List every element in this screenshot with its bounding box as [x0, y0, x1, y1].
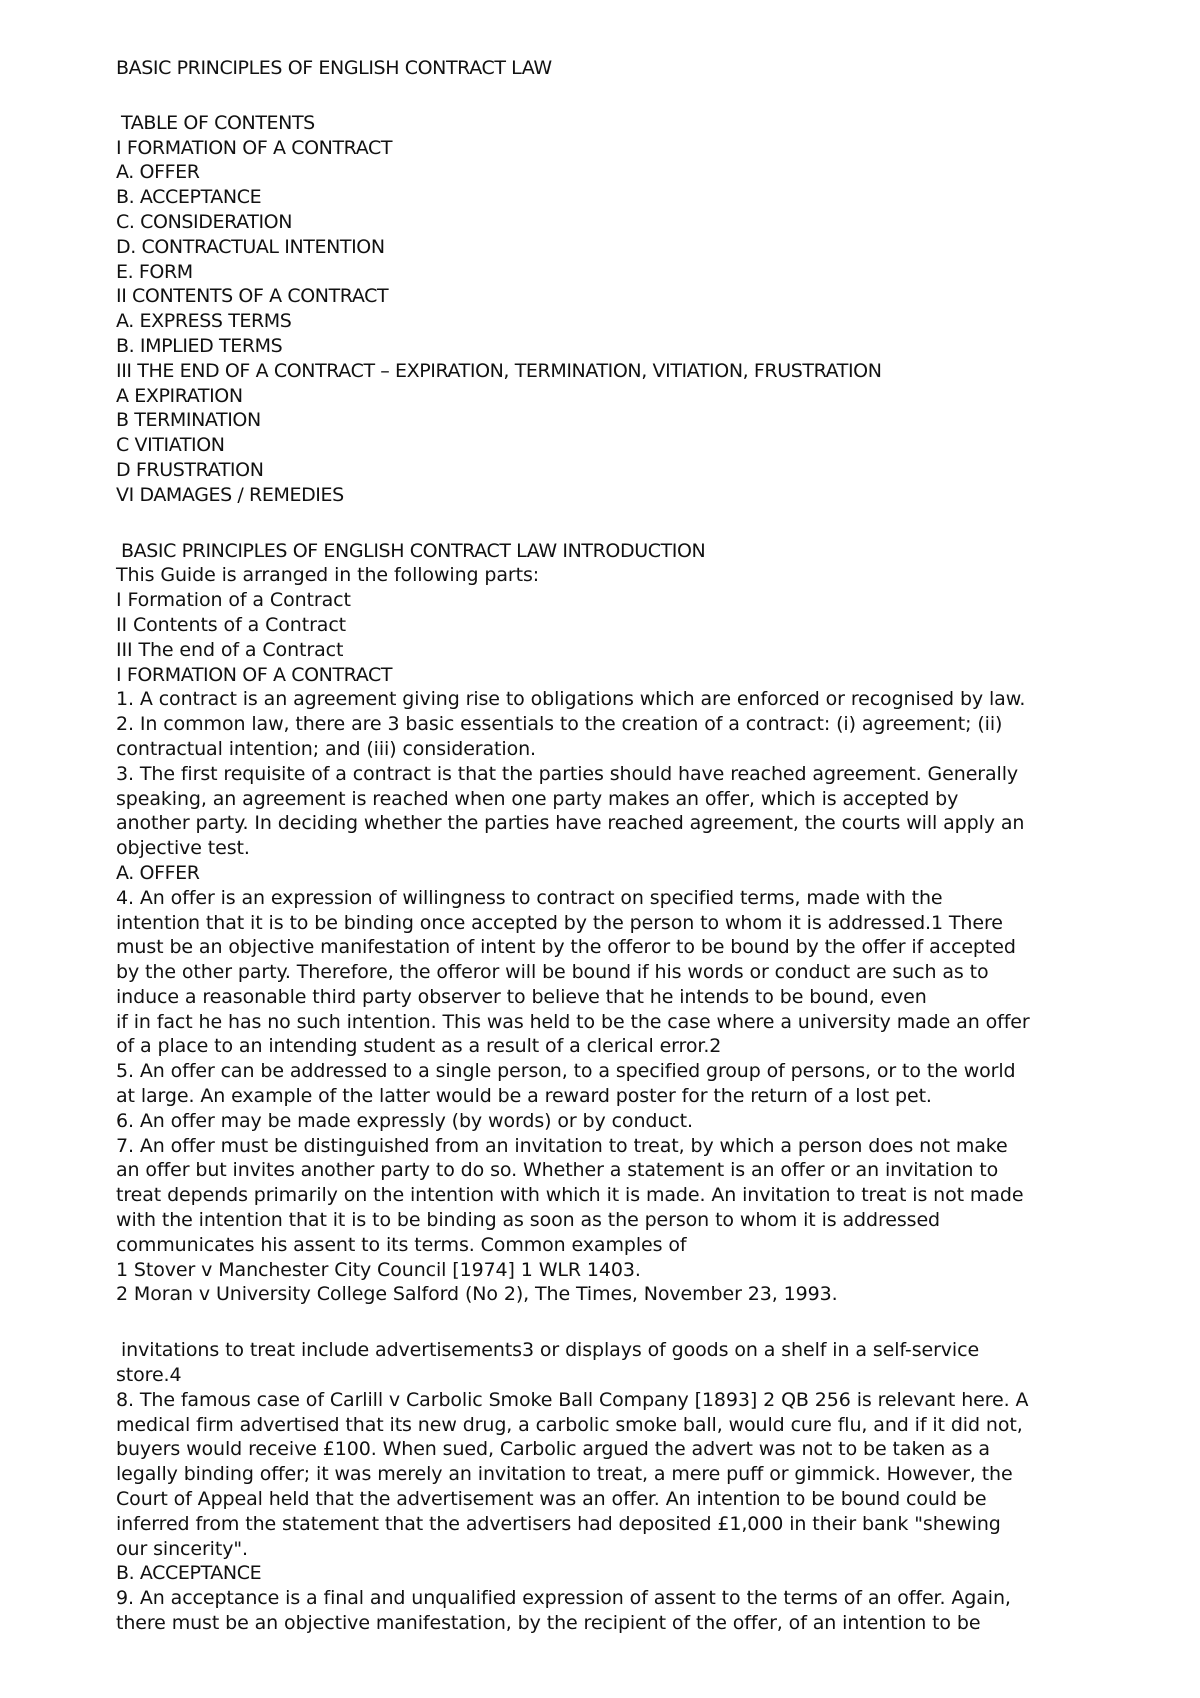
toc-item: C VITIATION — [116, 434, 225, 457]
spacer — [116, 81, 1176, 111]
toc-list — [116, 136, 1176, 508]
toc-item: B TERMINATION — [116, 409, 261, 432]
body-line: Court of Appeal held that the advertisement was an offer. An intention to be bound could be — [116, 1488, 987, 1511]
body-line: 1. A contract is an agreement giving rise to obligations which are enforced or recognised by law. — [116, 688, 1026, 711]
toc-heading: TABLE OF CONTENTS — [121, 111, 315, 134]
body-line: at large. An example of the latter would be a reward poster for the return of a lost pet. — [116, 1085, 932, 1108]
body-line: 4. An offer is an expression of willingness to contract on specified terms, made with the — [116, 886, 943, 909]
toc-item: C. CONSIDERATION — [116, 210, 293, 233]
body-line: of a place to an intending student as a result of a clerical error.2 — [116, 1035, 722, 1058]
body-line: contractual intention; and (iii) consideration. — [116, 737, 536, 760]
body-line: legally binding offer; it was merely an invitation to treat, a mere puff or gimmick. However, the — [116, 1463, 1013, 1486]
body-line: if in fact he has no such intention. This was held to be the case where a university made an offer — [116, 1010, 1030, 1033]
intro-body — [116, 563, 1176, 1307]
body-line: B. ACCEPTANCE — [116, 1562, 262, 1585]
body-line: intention that it is to be binding once accepted by the person to whom it is addressed.1 There — [116, 911, 1003, 934]
toc-item: D. CONTRACTUAL INTENTION — [116, 235, 385, 258]
spacer — [116, 508, 1176, 539]
document-title: BASIC PRINCIPLES OF ENGLISH CONTRACT LAW — [116, 57, 552, 79]
body-line: II Contents of a Contract — [116, 613, 347, 636]
body-line: 3. The first requisite of a contract is that the parties should have reached agreement. Generally — [116, 762, 1019, 785]
toc-item: A. EXPRESS TERMS — [116, 310, 292, 333]
toc-item: II CONTENTS OF A CONTRACT — [116, 285, 389, 308]
toc-item: A EXPIRATION — [116, 384, 243, 407]
body-line: invitations to treat include advertisements3 or displays of goods on a shelf in a self-service — [121, 1339, 980, 1362]
body-line: inferred from the statement that the advertisers had deposited £1,000 in their bank "shewing — [116, 1512, 1001, 1535]
body-line: 2. In common law, there are 3 basic essentials to the creation of a contract: (i) agreement; (ii) — [116, 713, 1003, 736]
body-line: speaking, an agreement is reached when one party makes an offer, which is accepted by — [116, 787, 959, 810]
toc-item: VI DAMAGES / REMEDIES — [116, 483, 344, 506]
body-line: must be an objective manifestation of intent by the offeror to be bound by the offer if accepted — [116, 936, 1016, 959]
body-line: 2 Moran v University College Salford (No 2), The Times, November 23, 1993. — [116, 1283, 838, 1306]
body-line: objective test. — [116, 837, 250, 860]
body-line: 1 Stover v Manchester City Council [1974] 1 WLR 1403. — [116, 1258, 641, 1281]
body-line: I Formation of a Contract — [116, 589, 351, 612]
body-line: 9. An acceptance is a final and unqualified expression of assent to the terms of an offer. Again, — [116, 1587, 1011, 1610]
toc-item: B. IMPLIED TERMS — [116, 334, 283, 357]
body-line: buyers would receive £100. When sued, Carbolic argued the advert was not to be taken as a — [116, 1438, 990, 1461]
toc-item: I FORMATION OF A CONTRACT — [116, 136, 393, 159]
continued-body — [116, 1338, 1176, 1636]
body-line: store.4 — [116, 1364, 182, 1387]
spacer — [116, 1307, 1176, 1338]
body-line: 7. An offer must be distinguished from an invitation to treat, by which a person does not make — [116, 1134, 1008, 1157]
body-line: This Guide is arranged in the following parts: — [116, 564, 540, 587]
toc-item: III THE END OF A CONTRACT – EXPIRATION, TERMINATION, VITIATION, FRUSTRATION — [116, 359, 882, 382]
body-line: 8. The famous case of Carlill v Carbolic Smoke Ball Company [1893] 2 QB 256 is relevant here. A — [116, 1388, 1029, 1411]
body-line: another party. In deciding whether the parties have reached agreement, the courts will apply an — [116, 812, 1025, 835]
document-page — [116, 56, 1176, 1636]
body-line: A. OFFER — [116, 861, 200, 884]
body-line: I FORMATION OF A CONTRACT — [116, 663, 393, 686]
body-line: there must be an objective manifestation, by the recipient of the offer, of an intention to be — [116, 1612, 981, 1635]
body-line: 5. An offer can be addressed to a single person, to a specified group of persons, or to the world — [116, 1060, 1016, 1083]
intro-heading: BASIC PRINCIPLES OF ENGLISH CONTRACT LAW INTRODUCTION — [121, 539, 706, 562]
body-line: medical firm advertised that its new drug, a carbolic smoke ball, would cure flu, and if it did not, — [116, 1413, 1023, 1436]
body-line: with the intention that it is to be binding as soon as the person to whom it is addressed — [116, 1209, 941, 1232]
toc-item: B. ACCEPTANCE — [116, 186, 262, 209]
toc-item: D FRUSTRATION — [116, 458, 264, 481]
body-line: 6. An offer may be made expressly (by words) or by conduct. — [116, 1109, 693, 1132]
body-line: III The end of a Contract — [116, 638, 344, 661]
toc-item: E. FORM — [116, 260, 193, 283]
toc-item: A. OFFER — [116, 161, 200, 184]
body-line: treat depends primarily on the intention with which it is made. An invitation to treat is not made — [116, 1184, 1024, 1207]
body-line: induce a reasonable third party observer to believe that he intends to be bound, even — [116, 985, 927, 1008]
body-line: communicates his assent to its terms. Common examples of — [116, 1233, 687, 1256]
body-line: by the other party. Therefore, the offeror will be bound if his words or conduct are such as to — [116, 961, 989, 984]
body-line: an offer but invites another party to do so. Whether a statement is an offer or an invitation to — [116, 1159, 999, 1182]
body-line: our sincerity". — [116, 1537, 248, 1560]
